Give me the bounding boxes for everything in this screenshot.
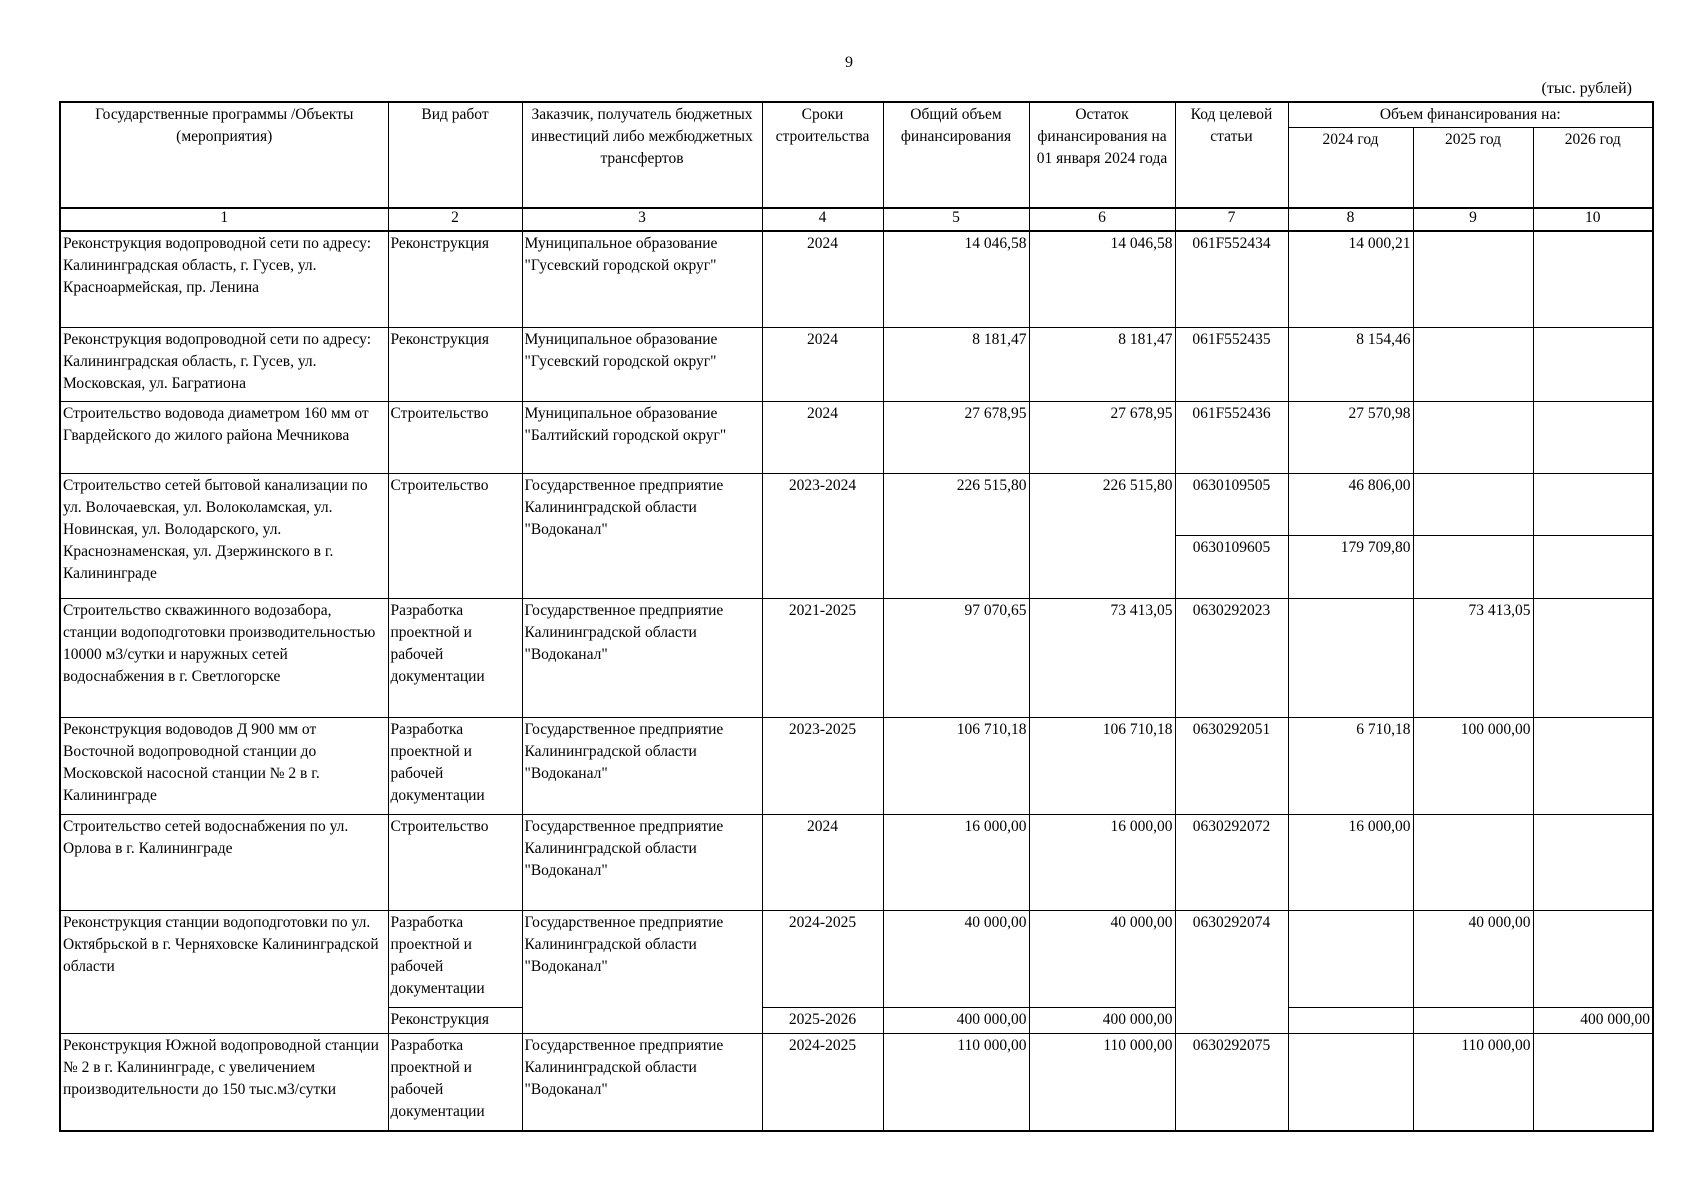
header-financing-group: Объем финансирования на: bbox=[1288, 102, 1653, 128]
column-index: 5 bbox=[883, 208, 1029, 231]
amount-2024: 8 154,46 bbox=[1288, 328, 1413, 402]
total-amount: 8 181,47 bbox=[883, 328, 1029, 402]
amount-2026 bbox=[1533, 718, 1653, 815]
financing-table bbox=[59, 101, 1654, 1132]
term: 2024 bbox=[762, 402, 883, 474]
customer: Муниципальное образование "Гусевский городской округ" bbox=[522, 328, 762, 402]
amount-2026 bbox=[1533, 815, 1653, 911]
header-customer: Заказчик, получатель бюджетных инвестиций либо межбюджетных трансфертов bbox=[522, 102, 762, 208]
rest-amount: 400 000,00 bbox=[1029, 1008, 1175, 1034]
amount-2026 bbox=[1533, 911, 1653, 1008]
amount-2025 bbox=[1413, 402, 1533, 474]
rest-amount: 16 000,00 bbox=[1029, 815, 1175, 911]
amount-2024 bbox=[1288, 1034, 1413, 1131]
object-name: Строительство водовода диаметром 160 мм от Гвардейского до жилого района Мечникова bbox=[60, 402, 388, 474]
amount-2024 bbox=[1288, 599, 1413, 718]
column-index: 8 bbox=[1288, 208, 1413, 231]
amount-2025: 40 000,00 bbox=[1413, 911, 1533, 1008]
total-amount: 14 046,58 bbox=[883, 231, 1029, 328]
table-row bbox=[60, 599, 1653, 718]
total-amount: 40 000,00 bbox=[883, 911, 1029, 1008]
table-row bbox=[60, 1034, 1653, 1131]
column-index: 3 bbox=[522, 208, 762, 231]
work-type: Реконструкция bbox=[388, 231, 522, 328]
amount-2025 bbox=[1413, 536, 1533, 599]
customer: Государственное предприятие Калининградской области "Водоканал" bbox=[522, 718, 762, 815]
amount-2025: 110 000,00 bbox=[1413, 1034, 1533, 1131]
work-type: Реконструкция bbox=[388, 328, 522, 402]
rest-amount: 14 046,58 bbox=[1029, 231, 1175, 328]
total-amount: 106 710,18 bbox=[883, 718, 1029, 815]
table-row bbox=[60, 911, 1653, 1008]
term: 2025-2026 bbox=[762, 1008, 883, 1034]
term: 2024-2025 bbox=[762, 911, 883, 1008]
amount-2024 bbox=[1288, 1008, 1413, 1034]
term: 2023-2024 bbox=[762, 474, 883, 599]
customer: Муниципальное образование "Балтийский городской округ" bbox=[522, 402, 762, 474]
object-name: Реконструкция водопроводной сети по адресу: Калининградская область, г. Гусев, ул. Красноармейская, пр. Ленина bbox=[60, 231, 388, 328]
header-work-type: Вид работ bbox=[388, 102, 522, 208]
header-total: Общий объем финансирования bbox=[883, 102, 1029, 208]
amount-2026: 400 000,00 bbox=[1533, 1008, 1653, 1034]
column-index: 1 bbox=[60, 208, 388, 231]
customer: Государственное предприятие Калининградской области "Водоканал" bbox=[522, 911, 762, 1034]
header-term: Сроки строительства bbox=[762, 102, 883, 208]
table-row bbox=[60, 402, 1653, 474]
target-code: 0630292075 bbox=[1175, 1034, 1288, 1131]
target-code: 061F552435 bbox=[1175, 328, 1288, 402]
amount-2026 bbox=[1533, 328, 1653, 402]
amount-2026 bbox=[1533, 536, 1653, 599]
customer: Муниципальное образование "Гусевский городской округ" bbox=[522, 231, 762, 328]
header-2026: 2026 год bbox=[1533, 128, 1653, 208]
table-row bbox=[60, 815, 1653, 911]
rest-amount: 110 000,00 bbox=[1029, 1034, 1175, 1131]
column-index: 10 bbox=[1533, 208, 1653, 231]
rest-amount: 226 515,80 bbox=[1029, 474, 1175, 599]
amount-2025 bbox=[1413, 328, 1533, 402]
work-type: Разработка проектной и рабочей документации bbox=[388, 718, 522, 815]
work-type: Строительство bbox=[388, 474, 522, 599]
column-index: 7 bbox=[1175, 208, 1288, 231]
rest-amount: 27 678,95 bbox=[1029, 402, 1175, 474]
amount-2026 bbox=[1533, 599, 1653, 718]
total-amount: 400 000,00 bbox=[883, 1008, 1029, 1034]
target-code: 0630109605 bbox=[1175, 536, 1288, 599]
target-code: 0630109505 bbox=[1175, 474, 1288, 536]
amount-2025: 100 000,00 bbox=[1413, 718, 1533, 815]
amount-2025 bbox=[1413, 1008, 1533, 1034]
rest-amount: 8 181,47 bbox=[1029, 328, 1175, 402]
amount-2025 bbox=[1413, 815, 1533, 911]
target-code: 0630292051 bbox=[1175, 718, 1288, 815]
object-name: Реконструкция водопроводной сети по адресу: Калининградская область, г. Гусев, ул. Московская, ул. Багратиона bbox=[60, 328, 388, 402]
target-code: 061F552436 bbox=[1175, 402, 1288, 474]
header-code: Код целевой статьи bbox=[1175, 102, 1288, 208]
work-type: Разработка проектной и рабочей документации bbox=[388, 1034, 522, 1131]
header-objects: Государственные программы /Объекты (мероприятия) bbox=[60, 102, 388, 208]
column-index-row bbox=[60, 208, 1653, 231]
amount-2024: 179 709,80 bbox=[1288, 536, 1413, 599]
term: 2024-2025 bbox=[762, 1034, 883, 1131]
amount-2026 bbox=[1533, 1034, 1653, 1131]
amount-2026 bbox=[1533, 402, 1653, 474]
header-rest: Остаток финансирования на 01 января 2024 года bbox=[1029, 102, 1175, 208]
work-type: Строительство bbox=[388, 815, 522, 911]
term: 2023-2025 bbox=[762, 718, 883, 815]
total-amount: 110 000,00 bbox=[883, 1034, 1029, 1131]
table-row bbox=[60, 474, 1653, 536]
object-name: Реконструкция Южной водопроводной станции № 2 в г. Калининграде, с увеличением производительности до 150 тыс.м3/сутки bbox=[60, 1034, 388, 1131]
column-index: 2 bbox=[388, 208, 522, 231]
header-2025: 2025 год bbox=[1413, 128, 1533, 208]
customer: Государственное предприятие Калининградской области "Водоканал" bbox=[522, 599, 762, 718]
customer: Государственное предприятие Калининградской области "Водоканал" bbox=[522, 474, 762, 599]
rest-amount: 106 710,18 bbox=[1029, 718, 1175, 815]
amount-2024: 16 000,00 bbox=[1288, 815, 1413, 911]
amount-2024 bbox=[1288, 911, 1413, 1008]
amount-2025 bbox=[1413, 474, 1533, 536]
customer: Государственное предприятие Калининградской области "Водоканал" bbox=[522, 1034, 762, 1131]
term: 2024 bbox=[762, 815, 883, 911]
total-amount: 27 678,95 bbox=[883, 402, 1029, 474]
amount-2024: 14 000,21 bbox=[1288, 231, 1413, 328]
column-index: 4 bbox=[762, 208, 883, 231]
total-amount: 97 070,65 bbox=[883, 599, 1029, 718]
amount-2025: 73 413,05 bbox=[1413, 599, 1533, 718]
header-2024: 2024 год bbox=[1288, 128, 1413, 208]
work-type: Реконструкция bbox=[388, 1008, 522, 1034]
amount-2026 bbox=[1533, 231, 1653, 328]
work-type: Разработка проектной и рабочей документации bbox=[388, 599, 522, 718]
object-name: Реконструкция водоводов Д 900 мм от Восточной водопроводной станции до Московской насосной станции № 2 в г. Калининграде bbox=[60, 718, 388, 815]
units-label: (тыс. рублей) bbox=[1541, 80, 1632, 97]
column-index: 6 bbox=[1029, 208, 1175, 231]
table-row bbox=[60, 718, 1653, 815]
object-name: Строительство скважинного водозабора, станции водоподготовки производительностью 10000 м3/сутки и наружных сетей водоснабжения в г. Светлогорске bbox=[60, 599, 388, 718]
term: 2024 bbox=[762, 231, 883, 328]
table-row bbox=[60, 231, 1653, 328]
object-name: Строительство сетей водоснабжения по ул. Орлова в г. Калининграде bbox=[60, 815, 388, 911]
work-type: Разработка проектной и рабочей документации bbox=[388, 911, 522, 1008]
total-amount: 16 000,00 bbox=[883, 815, 1029, 911]
target-code: 0630292072 bbox=[1175, 815, 1288, 911]
amount-2025 bbox=[1413, 231, 1533, 328]
term: 2021-2025 bbox=[762, 599, 883, 718]
object-name: Реконструкция станции водоподготовки по ул. Октябрьской в г. Черняховске Калининградской области bbox=[60, 911, 388, 1034]
term: 2024 bbox=[762, 328, 883, 402]
target-code: 061F552434 bbox=[1175, 231, 1288, 328]
target-code: 0630292074 bbox=[1175, 911, 1288, 1034]
target-code: 0630292023 bbox=[1175, 599, 1288, 718]
work-type: Строительство bbox=[388, 402, 522, 474]
amount-2024: 6 710,18 bbox=[1288, 718, 1413, 815]
customer: Государственное предприятие Калининградской области "Водоканал" bbox=[522, 815, 762, 911]
amount-2024: 27 570,98 bbox=[1288, 402, 1413, 474]
object-name: Строительство сетей бытовой канализации по ул. Волочаевская, ул. Волоколамская, ул. Новинская, ул. Володарского, ул. Краснознаменская, ул. Дзержинского в г. Калининграде bbox=[60, 474, 388, 599]
table-row bbox=[60, 328, 1653, 402]
page-number: 9 bbox=[845, 54, 853, 71]
rest-amount: 73 413,05 bbox=[1029, 599, 1175, 718]
column-index: 9 bbox=[1413, 208, 1533, 231]
amount-2026 bbox=[1533, 474, 1653, 536]
rest-amount: 40 000,00 bbox=[1029, 911, 1175, 1008]
total-amount: 226 515,80 bbox=[883, 474, 1029, 599]
amount-2024: 46 806,00 bbox=[1288, 474, 1413, 536]
